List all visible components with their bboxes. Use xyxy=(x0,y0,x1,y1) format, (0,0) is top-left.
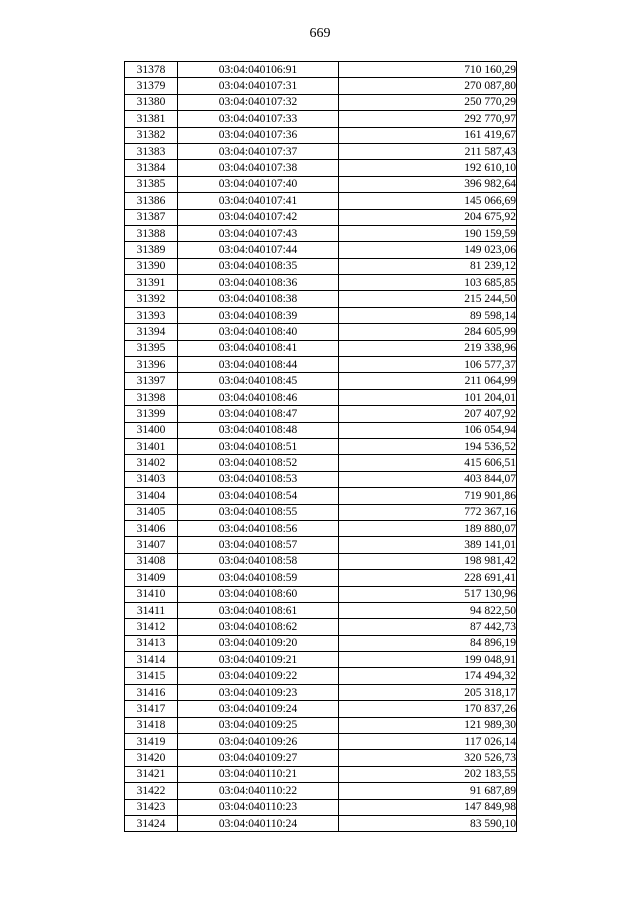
table-row xyxy=(125,504,517,520)
cadastral-number-cell: 03:04:040110:23 xyxy=(178,799,339,815)
row-number-cell: 31378 xyxy=(125,62,178,78)
cadastral-value-cell: 106 577,37 xyxy=(339,357,517,373)
row-number-cell: 31403 xyxy=(125,471,178,487)
row-number-cell: 31384 xyxy=(125,160,178,176)
table-row xyxy=(125,586,517,602)
cadastral-number-cell: 03:04:040110:21 xyxy=(178,766,339,782)
cadastral-number-cell: 03:04:040108:62 xyxy=(178,619,339,635)
table-row xyxy=(125,537,517,553)
row-number-cell: 31416 xyxy=(125,684,178,700)
row-number-cell: 31386 xyxy=(125,193,178,209)
row-number-cell: 31424 xyxy=(125,815,178,831)
cadastral-number-cell: 03:04:040108:46 xyxy=(178,389,339,405)
table-row xyxy=(125,652,517,668)
cadastral-value-cell: 284 605,99 xyxy=(339,324,517,340)
row-number-cell: 31420 xyxy=(125,750,178,766)
cadastral-number-cell: 03:04:040107:42 xyxy=(178,209,339,225)
cadastral-number-cell: 03:04:040109:27 xyxy=(178,750,339,766)
cadastral-value-cell: 772 367,16 xyxy=(339,504,517,520)
row-number-cell: 31417 xyxy=(125,701,178,717)
cadastral-value-cell: 194 536,52 xyxy=(339,438,517,454)
cadastral-value-cell: 719 901,86 xyxy=(339,488,517,504)
row-number-cell: 31405 xyxy=(125,504,178,520)
cadastral-number-cell: 03:04:040108:36 xyxy=(178,275,339,291)
row-number-cell: 31396 xyxy=(125,357,178,373)
cadastral-value-cell: 211 064,99 xyxy=(339,373,517,389)
cadastral-value-cell: 149 023,06 xyxy=(339,242,517,258)
cadastral-number-cell: 03:04:040109:26 xyxy=(178,734,339,750)
cadastral-value-cell: 292 770,97 xyxy=(339,111,517,127)
cadastral-number-cell: 03:04:040108:35 xyxy=(178,258,339,274)
table-row xyxy=(125,438,517,454)
cadastral-value-cell: 106 054,94 xyxy=(339,422,517,438)
row-number-cell: 31409 xyxy=(125,570,178,586)
cadastral-value-cell: 215 244,50 xyxy=(339,291,517,307)
cadastral-value-cell: 121 989,30 xyxy=(339,717,517,733)
row-number-cell: 31407 xyxy=(125,537,178,553)
cadastral-value-cell: 211 587,43 xyxy=(339,143,517,159)
row-number-cell: 31412 xyxy=(125,619,178,635)
cadastral-number-cell: 03:04:040108:41 xyxy=(178,340,339,356)
table-row xyxy=(125,275,517,291)
cadastral-number-cell: 03:04:040108:55 xyxy=(178,504,339,520)
table-row xyxy=(125,389,517,405)
row-number-cell: 31419 xyxy=(125,734,178,750)
cadastral-number-cell: 03:04:040108:39 xyxy=(178,307,339,323)
cadastral-number-cell: 03:04:040108:45 xyxy=(178,373,339,389)
cadastral-number-cell: 03:04:040110:24 xyxy=(178,815,339,831)
row-number-cell: 31382 xyxy=(125,127,178,143)
cadastral-number-cell: 03:04:040109:24 xyxy=(178,701,339,717)
row-number-cell: 31422 xyxy=(125,783,178,799)
cadastral-number-cell: 03:04:040109:25 xyxy=(178,717,339,733)
cadastral-value-cell: 117 026,14 xyxy=(339,734,517,750)
table-row xyxy=(125,815,517,831)
row-number-cell: 31399 xyxy=(125,406,178,422)
page-number: 669 xyxy=(309,26,331,41)
cadastral-value-cell: 396 982,64 xyxy=(339,176,517,192)
cadastral-number-cell: 03:04:040108:47 xyxy=(178,406,339,422)
table-row xyxy=(125,799,517,815)
table-row xyxy=(125,734,517,750)
cadastral-value-cell: 250 770,29 xyxy=(339,94,517,110)
cadastral-value-cell: 189 880,07 xyxy=(339,520,517,536)
table-row xyxy=(125,684,517,700)
table-row xyxy=(125,324,517,340)
cadastral-value-cell: 190 159,59 xyxy=(339,225,517,241)
cadastral-value-cell: 91 687,89 xyxy=(339,783,517,799)
cadastral-number-cell: 03:04:040108:40 xyxy=(178,324,339,340)
row-number-cell: 31388 xyxy=(125,225,178,241)
cadastral-number-cell: 03:04:040108:51 xyxy=(178,438,339,454)
row-number-cell: 31401 xyxy=(125,438,178,454)
cadastral-value-cell: 219 338,96 xyxy=(339,340,517,356)
table-row xyxy=(125,701,517,717)
table-row xyxy=(125,766,517,782)
row-number-cell: 31400 xyxy=(125,422,178,438)
cadastral-value-cell: 710 160,29 xyxy=(339,62,517,78)
table-row xyxy=(125,160,517,176)
row-number-cell: 31379 xyxy=(125,78,178,94)
cadastral-number-cell: 03:04:040107:32 xyxy=(178,94,339,110)
table-row xyxy=(125,783,517,799)
cadastral-number-cell: 03:04:040108:38 xyxy=(178,291,339,307)
cadastral-value-cell: 517 130,96 xyxy=(339,586,517,602)
row-number-cell: 31385 xyxy=(125,176,178,192)
cadastral-value-cell: 83 590,10 xyxy=(339,815,517,831)
row-number-cell: 31404 xyxy=(125,488,178,504)
cadastral-value-cell: 103 685,85 xyxy=(339,275,517,291)
table-row xyxy=(125,111,517,127)
cadastral-value-cell: 389 141,01 xyxy=(339,537,517,553)
cadastral-number-cell: 03:04:040106:91 xyxy=(178,62,339,78)
cadastral-value-cell: 81 239,12 xyxy=(339,258,517,274)
table-row xyxy=(125,717,517,733)
row-number-cell: 31397 xyxy=(125,373,178,389)
table-row xyxy=(125,520,517,536)
cadastral-value-cell: 94 822,50 xyxy=(339,602,517,618)
table-row xyxy=(125,570,517,586)
cadastral-number-cell: 03:04:040109:23 xyxy=(178,684,339,700)
cadastral-number-cell: 03:04:040107:31 xyxy=(178,78,339,94)
cadastral-value-cell: 145 066,69 xyxy=(339,193,517,209)
cadastral-number-cell: 03:04:040108:44 xyxy=(178,357,339,373)
cadastral-number-cell: 03:04:040107:40 xyxy=(178,176,339,192)
table-row xyxy=(125,553,517,569)
cadastral-value-cell: 89 598,14 xyxy=(339,307,517,323)
table-row xyxy=(125,619,517,635)
cadastral-number-cell: 03:04:040107:41 xyxy=(178,193,339,209)
cadastral-value-cell: 199 048,91 xyxy=(339,652,517,668)
cadastral-number-cell: 03:04:040110:22 xyxy=(178,783,339,799)
table-row xyxy=(125,340,517,356)
row-number-cell: 31393 xyxy=(125,307,178,323)
table-row xyxy=(125,176,517,192)
cadastral-value-cell: 101 204,01 xyxy=(339,389,517,405)
row-number-cell: 31392 xyxy=(125,291,178,307)
cadastral-value-cell: 403 844,07 xyxy=(339,471,517,487)
table-row xyxy=(125,488,517,504)
cadastral-value-cell: 205 318,17 xyxy=(339,684,517,700)
cadastral-number-cell: 03:04:040107:38 xyxy=(178,160,339,176)
cadastral-value-cell: 84 896,19 xyxy=(339,635,517,651)
cadastral-number-cell: 03:04:040108:61 xyxy=(178,602,339,618)
table-row xyxy=(125,471,517,487)
cadastral-value-cell: 161 419,67 xyxy=(339,127,517,143)
cadastral-number-cell: 03:04:040108:53 xyxy=(178,471,339,487)
table-row xyxy=(125,291,517,307)
table-row xyxy=(125,307,517,323)
cadastral-value-cell: 415 606,51 xyxy=(339,455,517,471)
cadastral-value-table xyxy=(124,61,517,832)
row-number-cell: 31398 xyxy=(125,389,178,405)
cadastral-value-cell: 192 610,10 xyxy=(339,160,517,176)
row-number-cell: 31402 xyxy=(125,455,178,471)
cadastral-number-cell: 03:04:040108:56 xyxy=(178,520,339,536)
table-row xyxy=(125,406,517,422)
cadastral-number-cell: 03:04:040108:52 xyxy=(178,455,339,471)
cadastral-number-cell: 03:04:040108:48 xyxy=(178,422,339,438)
row-number-cell: 31394 xyxy=(125,324,178,340)
table-row xyxy=(125,750,517,766)
cadastral-value-cell: 202 183,55 xyxy=(339,766,517,782)
cadastral-number-cell: 03:04:040108:54 xyxy=(178,488,339,504)
row-number-cell: 31390 xyxy=(125,258,178,274)
table-row xyxy=(125,258,517,274)
row-number-cell: 31383 xyxy=(125,143,178,159)
row-number-cell: 31411 xyxy=(125,602,178,618)
cadastral-number-cell: 03:04:040108:60 xyxy=(178,586,339,602)
table-row xyxy=(125,94,517,110)
cadastral-number-cell: 03:04:040109:21 xyxy=(178,652,339,668)
table-row xyxy=(125,143,517,159)
table-row xyxy=(125,422,517,438)
row-number-cell: 31415 xyxy=(125,668,178,684)
cadastral-number-cell: 03:04:040109:22 xyxy=(178,668,339,684)
cadastral-value-cell: 147 849,98 xyxy=(339,799,517,815)
row-number-cell: 31381 xyxy=(125,111,178,127)
cadastral-value-cell: 320 526,73 xyxy=(339,750,517,766)
table-row xyxy=(125,668,517,684)
cadastral-number-cell: 03:04:040108:58 xyxy=(178,553,339,569)
row-number-cell: 31406 xyxy=(125,520,178,536)
row-number-cell: 31410 xyxy=(125,586,178,602)
cadastral-value-cell: 87 442,73 xyxy=(339,619,517,635)
row-number-cell: 31421 xyxy=(125,766,178,782)
row-number-cell: 31380 xyxy=(125,94,178,110)
table-row xyxy=(125,225,517,241)
table-row xyxy=(125,62,517,78)
row-number-cell: 31423 xyxy=(125,799,178,815)
cadastral-number-cell: 03:04:040107:33 xyxy=(178,111,339,127)
cadastral-number-cell: 03:04:040108:57 xyxy=(178,537,339,553)
cadastral-value-cell: 270 087,80 xyxy=(339,78,517,94)
cadastral-value-cell: 198 981,42 xyxy=(339,553,517,569)
table-row xyxy=(125,455,517,471)
row-number-cell: 31408 xyxy=(125,553,178,569)
cadastral-value-cell: 170 837,26 xyxy=(339,701,517,717)
row-number-cell: 31387 xyxy=(125,209,178,225)
row-number-cell: 31391 xyxy=(125,275,178,291)
row-number-cell: 31389 xyxy=(125,242,178,258)
table-row xyxy=(125,602,517,618)
cadastral-number-cell: 03:04:040107:44 xyxy=(178,242,339,258)
cadastral-value-cell: 228 691,41 xyxy=(339,570,517,586)
cadastral-number-cell: 03:04:040107:37 xyxy=(178,143,339,159)
cadastral-number-cell: 03:04:040107:43 xyxy=(178,225,339,241)
table-body xyxy=(125,62,517,832)
row-number-cell: 31413 xyxy=(125,635,178,651)
row-number-cell: 31418 xyxy=(125,717,178,733)
cadastral-value-cell: 207 407,92 xyxy=(339,406,517,422)
table-row xyxy=(125,635,517,651)
cadastral-value-cell: 174 494,32 xyxy=(339,668,517,684)
cadastral-value-cell: 204 675,92 xyxy=(339,209,517,225)
cadastral-number-cell: 03:04:040107:36 xyxy=(178,127,339,143)
table-row xyxy=(125,373,517,389)
table-row xyxy=(125,209,517,225)
row-number-cell: 31395 xyxy=(125,340,178,356)
table-row xyxy=(125,127,517,143)
cadastral-number-cell: 03:04:040109:20 xyxy=(178,635,339,651)
table-row xyxy=(125,357,517,373)
table-row xyxy=(125,242,517,258)
cadastral-number-cell: 03:04:040108:59 xyxy=(178,570,339,586)
row-number-cell: 31414 xyxy=(125,652,178,668)
table-row xyxy=(125,78,517,94)
table-row xyxy=(125,193,517,209)
